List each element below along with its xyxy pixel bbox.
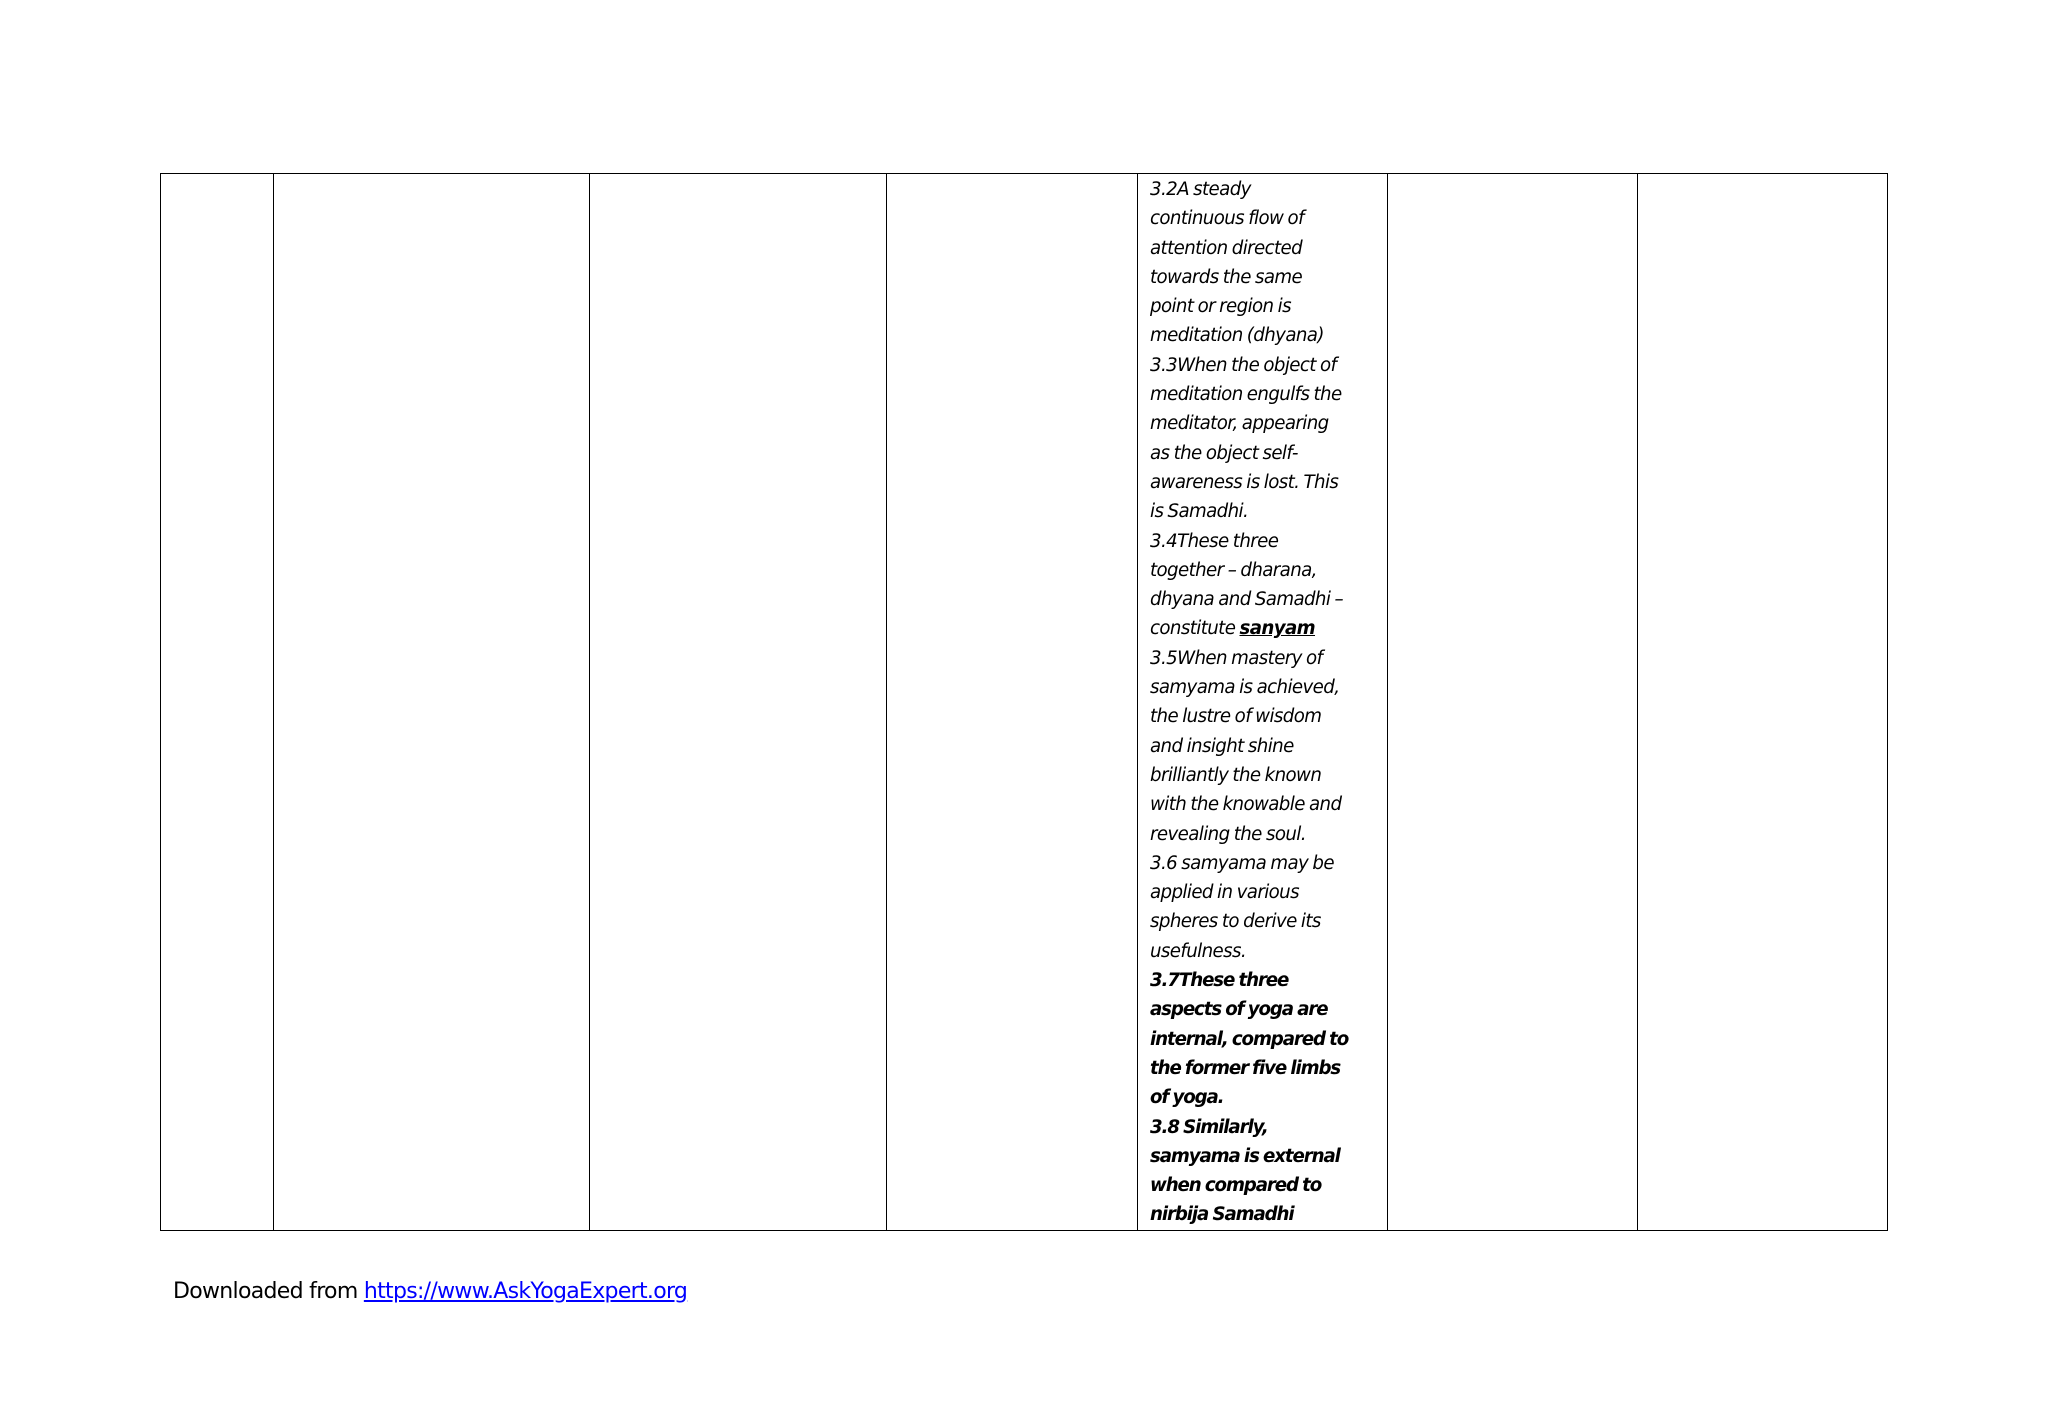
verse-line-bold: aspects of yoga are (1150, 999, 1328, 1021)
table-cell-1 (161, 174, 274, 1231)
verse-line: applied in various (1150, 882, 1299, 904)
verse-line-bold: the former five limbs (1150, 1057, 1341, 1079)
table-cell-2 (274, 174, 590, 1231)
verse-line: as the object self- (1150, 442, 1298, 464)
verse-line: the lustre of wisdom (1150, 706, 1322, 728)
verse-line-bold: of yoga. (1150, 1087, 1224, 1109)
content-table (160, 173, 1888, 1231)
verse-line-prefix: constitute (1150, 618, 1240, 640)
verse-line: revealing the soul. (1150, 823, 1306, 845)
table-cell-4 (887, 174, 1138, 1231)
verse-cell (1138, 174, 1388, 1231)
verse-line-bold: nirbija Samadhi (1150, 1204, 1294, 1226)
verse-line: and insight shine (1150, 735, 1294, 757)
table-cell-6 (1388, 174, 1638, 1231)
verse-line: samyama is achieved, (1150, 677, 1340, 699)
source-link[interactable]: https://www.AskYogaExpert.org (363, 1279, 688, 1304)
verse-line: 3.3When the object of (1150, 354, 1337, 376)
verse-line: meditation engulfs the (1150, 384, 1342, 406)
verse-line-bold: internal, compared to (1150, 1028, 1349, 1050)
verse-line: 3.6 samyama may be (1150, 852, 1334, 874)
table-cell-7 (1638, 174, 1888, 1231)
verse-line-bold: 3.7These three (1150, 970, 1289, 992)
verse-line-bold: when compared to (1150, 1175, 1322, 1197)
verse-line: usefulness. (1150, 940, 1247, 962)
verse-line: with the knowable and (1150, 794, 1342, 816)
verse-line: meditator, appearing (1150, 413, 1329, 435)
download-footer (173, 1279, 687, 1304)
verse-line: towards the same (1150, 266, 1303, 288)
verse-line: awareness is lost. This (1150, 471, 1339, 493)
verse-line-bold: 3.8 Similarly, (1150, 1116, 1268, 1138)
verse-line: dhyana and Samadhi – (1150, 589, 1343, 611)
footer-text: Downloaded from (173, 1279, 364, 1304)
verse-line: point or region is (1150, 296, 1291, 318)
verse-line: 3.2A steady (1150, 179, 1251, 200)
verse-line: 3.4These three (1150, 530, 1279, 552)
verse-line-bold: samyama is external (1150, 1145, 1340, 1167)
table-cell-3 (590, 174, 887, 1231)
verse-line: 3.5When mastery of (1150, 647, 1323, 669)
table-row (161, 174, 1888, 1231)
emphasized-term: sanyam (1239, 618, 1316, 640)
verse-line: meditation (dhyana) (1150, 325, 1324, 347)
verse-line: brilliantly the known (1150, 764, 1322, 786)
verse-line: spheres to derive its (1150, 911, 1321, 933)
verse-line: attention directed (1150, 237, 1303, 259)
verse-line: continuous flow of (1150, 208, 1304, 230)
verse-line: together – dharana, (1150, 559, 1317, 581)
verse-line: is Samadhi. (1150, 501, 1249, 523)
verse-text (1138, 174, 1387, 1230)
verse-line (1150, 614, 1379, 643)
